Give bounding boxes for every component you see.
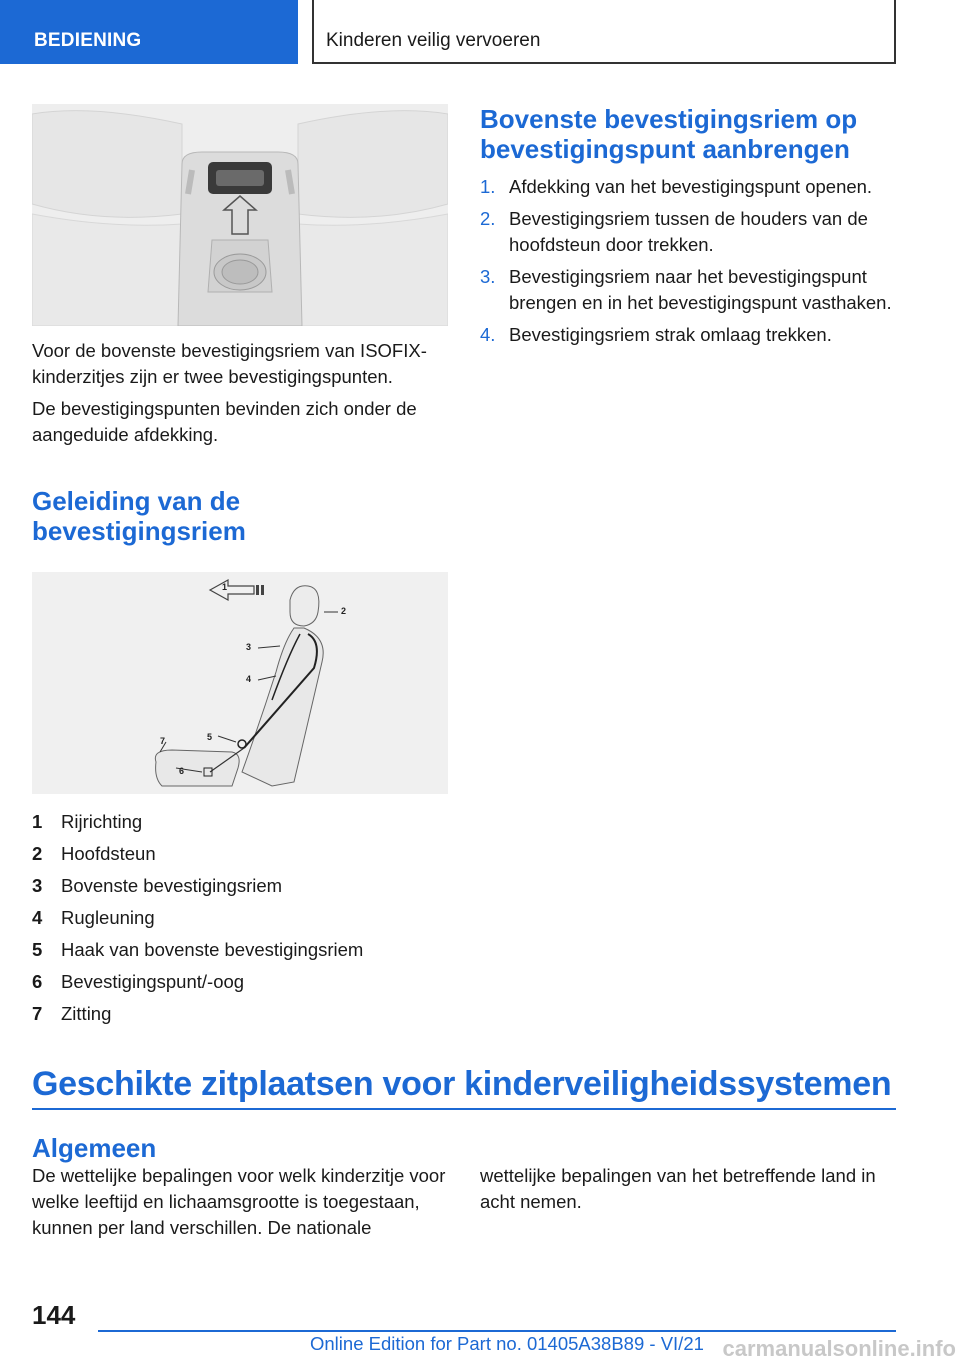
rear-seat-console-drawing xyxy=(32,104,448,326)
seat-tether-illustration xyxy=(32,572,448,794)
callout-2: 2 xyxy=(341,606,347,616)
step-text: Bevestigingsriem naar het bevestigingspunt brengen en in het bevestigingspunt vasthaken. xyxy=(509,266,892,313)
legend-number: 4 xyxy=(32,907,43,928)
step-text: Afdekking van het bevestigingspunt openen. xyxy=(509,176,873,197)
step-number: 1. xyxy=(480,176,496,197)
legend-number: 2 xyxy=(32,843,43,864)
watermark: carmanualsonline.info xyxy=(722,1336,956,1361)
legend-number: 1 xyxy=(32,811,43,832)
attach-tether-heading: Bovenste bevestigingsriem op bevestigingspunt aanbrengen xyxy=(480,104,858,164)
step-text: Bevestigingsriem tussen de houders van de hoofdsteun door trekken. xyxy=(509,208,868,255)
legend-text: Rijrichting xyxy=(61,811,143,832)
callout-7: 7 xyxy=(160,736,166,746)
legend-text: Bovenste bevestigingsriem xyxy=(61,875,283,896)
general-body-left xyxy=(32,1163,448,1241)
legend-number: 5 xyxy=(32,939,43,960)
tether-routing-heading: Geleiding van de bevestigingsriem xyxy=(32,486,246,546)
left-column xyxy=(32,104,448,1030)
legend-text: Zitting xyxy=(61,1003,112,1024)
header-section-tab: BEDIENING xyxy=(0,0,298,64)
seat-diagram xyxy=(32,572,448,794)
legend-text: Hoofdsteun xyxy=(61,843,156,864)
intro-paragraph-1: Voor de bovenste bevestigingsriem van ISOFIX-kinderzitjes zijn er twee bevestigingspunten. xyxy=(32,340,427,387)
step-item xyxy=(480,174,896,200)
steps-list xyxy=(480,174,896,348)
legend-number: 6 xyxy=(32,971,43,992)
figure-legend xyxy=(32,806,448,1030)
legend-text: Bevestigingspunt/-oog xyxy=(61,971,245,992)
page-number: 144 xyxy=(32,1300,76,1330)
legend-text: Rugleuning xyxy=(61,907,155,928)
step-item xyxy=(480,322,896,348)
callout-1: 1 xyxy=(222,582,228,592)
general-paragraph-left: De wettelijke bepalingen voor welk kinderzitje voor welke leeftijd en lichaamsgrootte is toegestaan, kunnen per land verschillen. De nationale xyxy=(32,1165,446,1238)
legend-number: 3 xyxy=(32,875,43,896)
callout-3: 3 xyxy=(246,642,252,652)
intro-paragraph-2: De bevestigingspunten bevinden zich onder de aangeduide afdekking. xyxy=(32,398,417,445)
section-subtitle: Algemeen xyxy=(32,1133,157,1163)
general-body-right xyxy=(480,1163,896,1215)
legend-text: Haak van bovenste bevestigingsriem xyxy=(61,939,364,960)
legend-item xyxy=(32,902,448,934)
callout-5: 5 xyxy=(207,732,213,742)
step-text: Bevestigingsriem strak omlaag trekken. xyxy=(509,324,832,345)
legend-item xyxy=(32,966,448,998)
legend-item xyxy=(32,934,448,966)
section-title: Geschikte zitplaatsen voor kinderveiligheidssystemen xyxy=(32,1062,896,1110)
general-paragraph-right: wettelijke bepalingen van het betreffende land in acht nemen. xyxy=(480,1165,876,1212)
step-number: 3. xyxy=(480,266,496,287)
legend-item xyxy=(32,870,448,902)
callout-6: 6 xyxy=(179,766,185,776)
footer-divider xyxy=(98,1330,896,1332)
step-number: 4. xyxy=(480,324,496,345)
legend-item xyxy=(32,806,448,838)
callout-4: 4 xyxy=(246,674,252,684)
legend-number: 7 xyxy=(32,1003,43,1024)
header-chapter-title: Kinderen veilig vervoeren xyxy=(312,0,896,64)
right-column xyxy=(480,104,896,354)
isofix-cover-illustration xyxy=(32,104,448,326)
step-item xyxy=(480,206,896,258)
step-item xyxy=(480,264,896,316)
footer-edition: Online Edition for Part no. 01405A38B89 - VI/21 xyxy=(310,1333,704,1354)
legend-item xyxy=(32,838,448,870)
step-number: 2. xyxy=(480,208,496,229)
legend-item xyxy=(32,998,448,1030)
